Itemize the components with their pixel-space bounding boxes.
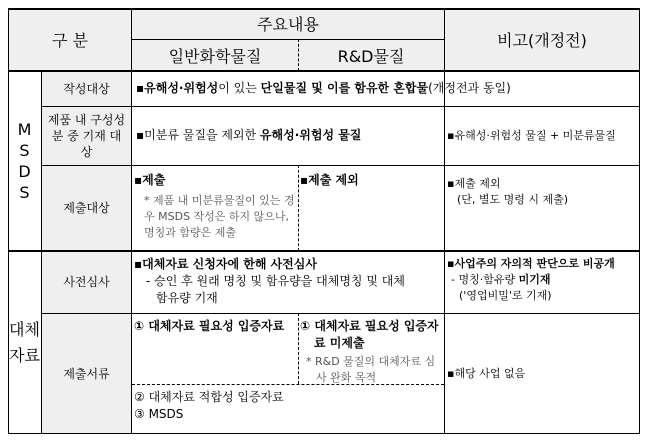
rnd-substance-header: R&D물질 [337, 46, 405, 66]
row-line-1 [41, 106, 640, 107]
group-separator-line [8, 250, 640, 252]
remark-not-listed: - 명칭·함유량 미기재 [451, 273, 551, 286]
row-line-3 [41, 313, 640, 314]
category-header: 구 분 [52, 31, 88, 50]
submission-target-general [134, 172, 298, 250]
submission-documents-remark: ▪해당 사업 없음 [447, 367, 526, 380]
general-substance-header: 일반화학물질 [168, 46, 262, 66]
submit-label: ▪제출 [134, 173, 166, 187]
pre-review-title: ▪대체자료 신청자에 한해 사전심사 [134, 257, 317, 271]
msds-group-label: M S D S [17, 120, 32, 202]
row-label-submission-documents: 제출서류 [63, 366, 110, 381]
remark-exception: (단, 별도 명령 시 제출) [457, 193, 569, 206]
rnd-note-line-1: * R&D 물질의 대체자료 심 [306, 355, 436, 368]
substitute-data-group-label: 대체 자료 [9, 319, 40, 365]
pre-review-line-1: - 승인 후 원래 명칭 및 함유량을 대체명칭 및 대체 [146, 274, 405, 288]
col-line-label [131, 8, 132, 434]
unclassified-note-line-3: 명칭과 함량은 제출 [144, 226, 237, 239]
component-listing-remark: ▪유해성·위험성 물질 + 미분류물질 [447, 129, 616, 142]
row-label-preparation-target: 작성대상 [63, 81, 110, 96]
submission-target-remark [447, 176, 637, 208]
row-line-2 [41, 165, 640, 166]
msds-item: ③ MSDS [134, 407, 184, 421]
necessity-proof-general: ① 대체자료 필요성 입증자료 [134, 319, 285, 333]
documents-divider [298, 313, 299, 384]
preparation-target-content: ▪유해성·위험성이 있는 단일물질 및 이를 함유한 혼합물(개정전과 동일) [136, 81, 511, 95]
msds-submission-divider [298, 165, 299, 251]
row-label-submission-target: 제출대상 [63, 201, 110, 215]
header-bottom-line [8, 70, 640, 72]
rnd-note-line-2: 사 완화 목적 [316, 371, 377, 384]
unclassified-note-line-1: * 제품 내 미분류물질이 있는 경 [144, 194, 295, 207]
col-line-group [41, 71, 42, 434]
component-listing-content: ▪미분류 물질을 제외한 유해성·위험성 물질 [136, 128, 362, 142]
common-documents [134, 389, 442, 423]
necessity-proof-rnd [300, 318, 442, 386]
remarks-header: 비고(개정전) [497, 31, 587, 50]
rnd-item1-line-2: 료 미제출 [314, 336, 365, 350]
col-line-remarks [444, 8, 445, 434]
suitability-proof-item: ② 대체자료 적합성 입증자료 [134, 390, 284, 404]
rnd-item1-line-1: ① 대체자료 필요성 입증자 [300, 319, 439, 333]
pre-review-line-2: 함유량 기재 [156, 291, 218, 305]
remark-nondisclosure: ▪사업주의 자의적 판단으로 비공개 [447, 257, 615, 270]
submission-excluded-label: ▪제출 제외 [300, 173, 359, 187]
main-content-header: 주요내용 [257, 15, 319, 34]
header-split-line [132, 39, 444, 40]
row-label-component-listing-target: 제품 내 구성성 분 중 기재 대 상 [47, 112, 126, 159]
pre-review-remark [447, 256, 639, 304]
border-bottom [8, 433, 640, 434]
header-divider-general-rnd [298, 39, 299, 71]
unclassified-note-line-2: 우 MSDS 작성은 하지 않으나, [144, 210, 290, 223]
pre-review-content [134, 256, 442, 307]
border-top [8, 8, 640, 10]
documents-common-line [132, 384, 444, 385]
row-label-pre-review: 사전심사 [63, 275, 110, 289]
remark-excluded: ▪제출 제외 [447, 177, 501, 190]
remark-trade-secret: ('영업비밀'로 기재) [459, 289, 552, 302]
